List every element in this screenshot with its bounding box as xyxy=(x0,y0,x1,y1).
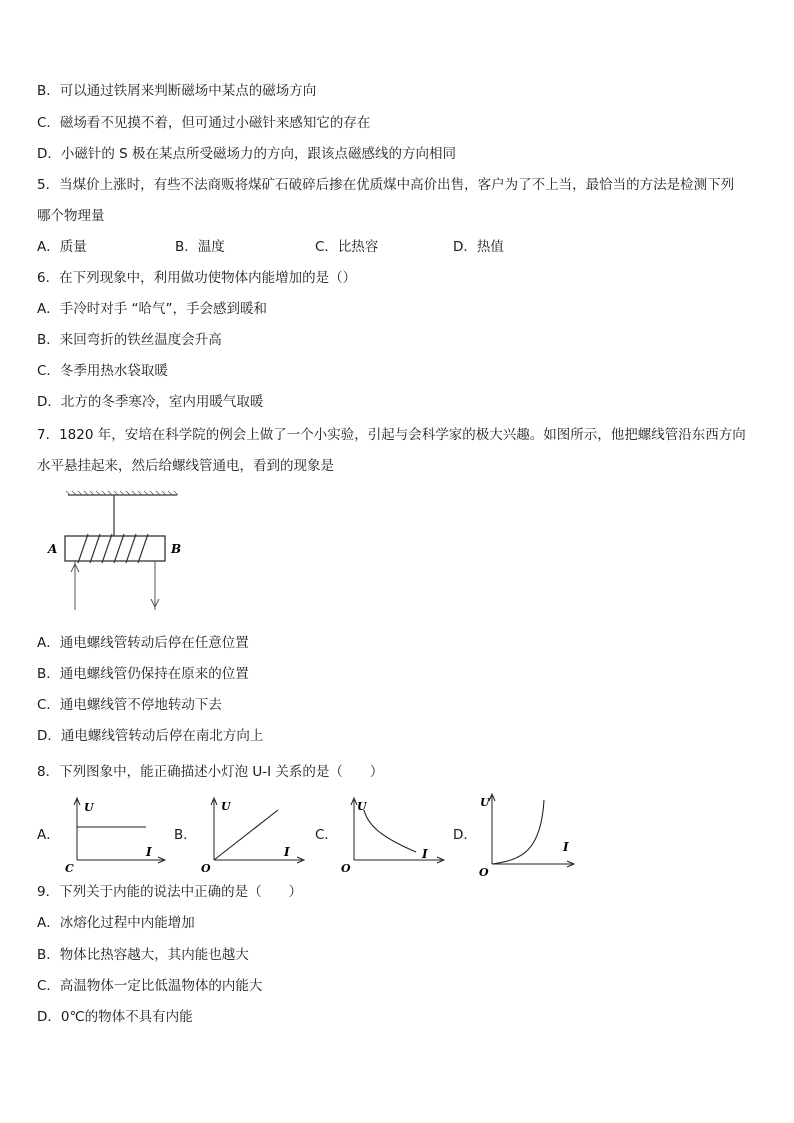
ceiling xyxy=(66,491,178,495)
graph-a-axis-i: I xyxy=(146,845,152,859)
graph-c-axis-u: U xyxy=(357,800,367,813)
q9-option-c: C．高温物体一定比低温物体的内能大 xyxy=(37,978,263,994)
q5-option-a: A．质量 xyxy=(37,239,87,255)
q7-option-d: D．通电螺线管转动后停在南北方向上 xyxy=(37,728,264,744)
end-label-b: B xyxy=(171,542,182,556)
q4-option-c: C．磁场看不见摸不着，但可通过小磁针来感知它的存在 xyxy=(37,115,371,131)
q9-option-b: B．物体比热容越大，其内能也越大 xyxy=(37,947,249,963)
q9-stem: 9．下列关于内能的说法中正确的是（ ） xyxy=(37,884,303,900)
graph-d-origin: O xyxy=(479,866,489,878)
q4-option-b: B．可以通过铁屑来判断磁场中某点的磁场方向 xyxy=(37,83,317,99)
q8-graph-b xyxy=(198,796,308,876)
graph-b-origin: O xyxy=(201,862,211,875)
graph-b-axis-u: U xyxy=(221,800,231,813)
q9-option-a: A．冰熔化过程中内能增加 xyxy=(37,915,195,931)
q8-graph-c xyxy=(338,796,448,876)
graph-d-axis-u: U xyxy=(480,796,490,809)
q5-stem-line2: 哪个物理量 xyxy=(37,208,105,224)
graph-d-axis-i: I xyxy=(563,840,569,854)
q5-option-d: D．热值 xyxy=(453,239,504,255)
q6-option-a: A．手冷时对手 “哈气”，手会感到暖和 xyxy=(37,301,268,317)
q8-graph-a-label: A． xyxy=(37,827,60,843)
q6-stem: 6．在下列现象中，利用做功使物体内能增加的是（） xyxy=(37,270,357,286)
solenoid-coils xyxy=(78,534,148,563)
q5-option-b: B．温度 xyxy=(175,239,225,255)
q8-graph-c-label: C． xyxy=(315,827,338,843)
q8-graph-a xyxy=(60,796,170,876)
q9-option-d: D．0℃的物体不具有内能 xyxy=(37,1009,193,1025)
q8-graph-b-label: B． xyxy=(174,827,197,843)
q8-graph-d xyxy=(476,790,591,878)
lead-wires xyxy=(71,561,159,610)
q7-option-c: C．通电螺线管不停地转动下去 xyxy=(37,697,222,713)
graph-a-axis-u: U xyxy=(84,801,94,814)
q7-stem-line1: 7．1820 年，安培在科学院的例会上做了一个小实验，引起与会科学家的极大兴趣。如图所示，他把螺线管沿东西方向 xyxy=(37,427,746,443)
end-label-a: A xyxy=(48,542,58,556)
q5-stem-line1: 5．当煤价上涨时，有些不法商贩将煤矿石破碎后掺在优质煤中高价出售，客户为了不上当，最恰当的方法是检测下列 xyxy=(37,177,735,193)
graph-b-axis-i: I xyxy=(284,845,290,859)
q5-option-c: C．比热容 xyxy=(315,239,379,255)
solenoid-figure xyxy=(40,490,190,615)
q6-option-c: C．冬季用热水袋取暖 xyxy=(37,363,168,379)
graph-a-origin: C xyxy=(65,862,74,875)
q8-graph-d-label: D． xyxy=(453,827,477,843)
q7-option-a: A．通电螺线管转动后停在任意位置 xyxy=(37,635,249,651)
q7-stem-line2: 水平悬挂起来，然后给螺线管通电，看到的现象是 xyxy=(37,458,334,474)
graph-c-axis-i: I xyxy=(422,847,428,861)
q6-option-b: B．来回弯折的铁丝温度会升高 xyxy=(37,332,222,348)
q4-option-d: D．小磁针的 S 极在某点所受磁场力的方向，跟该点磁感线的方向相同 xyxy=(37,146,457,162)
q6-option-d: D．北方的冬季寒冷，室内用暖气取暖 xyxy=(37,394,264,410)
q7-option-b: B．通电螺线管仍保持在原来的位置 xyxy=(37,666,249,682)
q8-stem: 8．下列图象中，能正确描述小灯泡 U-I 关系的是（ ） xyxy=(37,764,384,780)
graph-c-origin: O xyxy=(341,862,351,875)
